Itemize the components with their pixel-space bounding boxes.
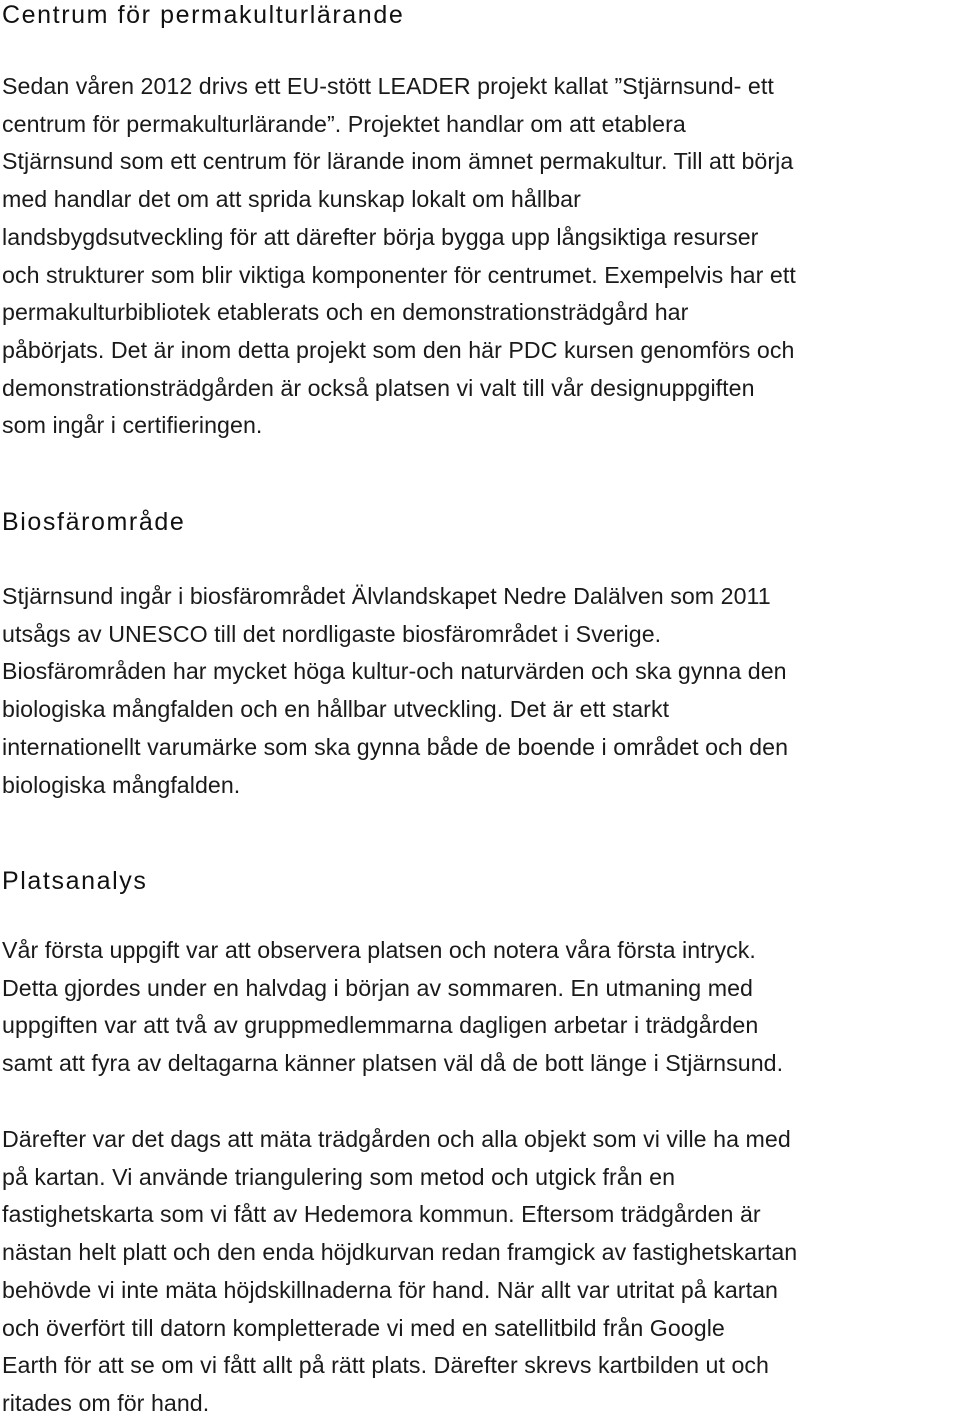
section-heading-platsanalys: Platsanalys xyxy=(2,867,148,895)
section-heading-biosfaromrade: Biosfärområde xyxy=(2,508,186,536)
text-line: påbörjats. Det är inom detta projekt som den här PDC kursen genomförs och xyxy=(2,336,795,363)
text-line: samt att fyra av deltagarna känner platsen väl då de bott länge i Stjärnsund. xyxy=(2,1050,784,1077)
text-line: Stjärnsund ingår i biosfärområdet Älvlandskapet Nedre Dalälven som 2011 xyxy=(2,583,771,609)
text-line: internationellt varumärke som ska gynna både de boende i området och den xyxy=(2,733,789,760)
text-line: demonstrationsträdgården är också platsen vi valt till vår designuppgiften xyxy=(2,374,755,401)
text-line: Sedan våren 2012 drivs ett EU-stött LEADER projekt kallat ”Stjärnsund- ett xyxy=(2,73,774,99)
section-heading-centrum: Centrum för permakulturlärande xyxy=(2,1,405,29)
text-line: och strukturer som blir viktiga komponenter för centrumet. Exempelvis har ett xyxy=(2,261,796,288)
text-line: Stjärnsund som ett centrum för lärande inom ämnet permakultur. Till att börja xyxy=(2,148,794,175)
text-line: fastighetskarta som vi fått av Hedemora kommun. Eftersom trädgården är xyxy=(2,1201,761,1228)
text-line: behövde vi inte mäta höjdskillnaderna för hand. När allt var utritat på kartan xyxy=(2,1276,778,1303)
text-line: Earth för att se om vi fått allt på rätt plats. Därefter skrevs kartbilden ut och xyxy=(2,1352,769,1379)
text-line: centrum för permakulturlärande”. Projektet handlar om att etablera xyxy=(2,110,686,137)
text-line: ritades om för hand. xyxy=(2,1389,210,1416)
section-paragraph-biosfaromrade xyxy=(2,578,956,804)
text-line: nästan helt platt och den enda höjdkurvan redan framgick av fastighetskartan xyxy=(2,1239,798,1266)
text-line: och överfört till datorn kompletterade vi med en satellitbild från Google xyxy=(2,1314,725,1341)
text-line: biologiska mångfalden och en hållbar utveckling. Det är ett starkt xyxy=(2,696,670,723)
section-paragraph-platsanalys-2 xyxy=(2,1121,956,1423)
text-line: uppgiften var att två av gruppmedlemmarna dagligen arbetar i trädgården xyxy=(2,1012,759,1039)
text-line: utsågs av UNESCO till det nordligaste biosfärområdet i Sverige. xyxy=(2,620,662,647)
section-paragraph-platsanalys-1 xyxy=(2,932,956,1083)
text-line: som ingår i certifieringen. xyxy=(2,412,263,439)
text-line: landsbygdsutveckling för att därefter börja bygga upp långsiktiga resurser xyxy=(2,223,759,250)
text-line: Detta gjordes under en halvdag i början av sommaren. En utmaning med xyxy=(2,974,753,1001)
section-paragraph-centrum xyxy=(2,68,956,445)
text-line: Därefter var det dags att mäta trädgården och alla objekt som vi ville ha med xyxy=(2,1126,791,1152)
text-line: Vår första uppgift var att observera platsen och notera våra första intryck. xyxy=(2,937,756,963)
text-line: permakulturbibliotek etablerats och en demonstrationsträdgård har xyxy=(2,299,689,326)
text-line: på kartan. Vi använde triangulering som metod och utgick från en xyxy=(2,1163,676,1190)
text-line: Biosfärområden har mycket höga kultur-och naturvärden och ska gynna den xyxy=(2,658,787,685)
text-line: biologiska mångfalden. xyxy=(2,771,241,798)
text-line: med handlar det om att sprida kunskap lokalt om hållbar xyxy=(2,186,581,213)
